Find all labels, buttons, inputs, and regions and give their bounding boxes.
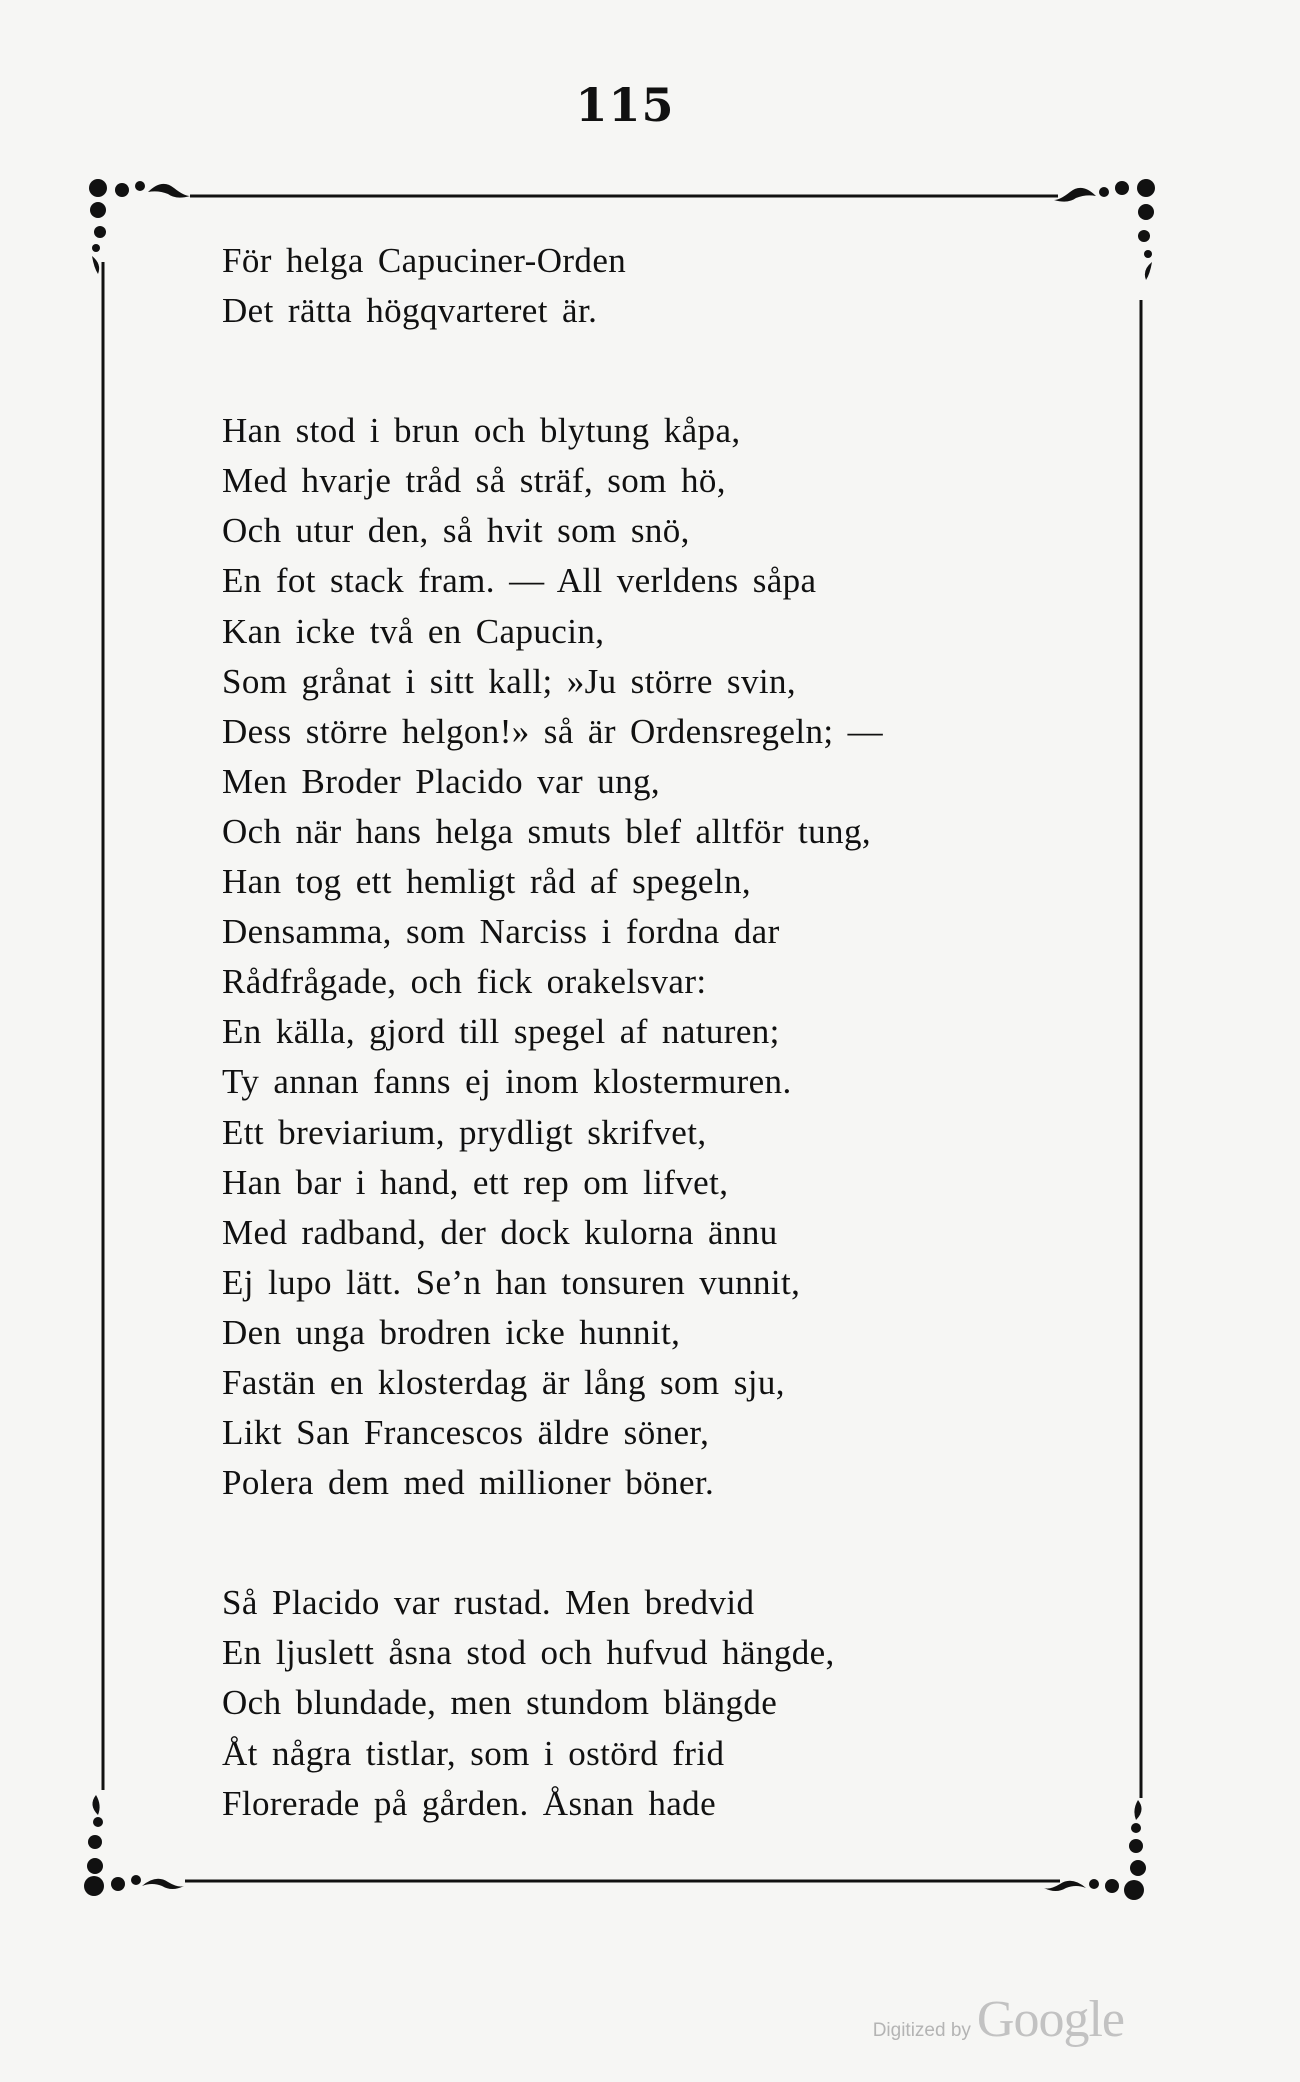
- google-logo: Google: [976, 1991, 1124, 2048]
- poem-line: Så Placido var rustad. Men bredvid: [222, 1583, 755, 1623]
- poem-line: Han stod i brun och blytung kåpa,: [222, 411, 741, 451]
- poem-line: Med radband, der dock kulorna ännu: [222, 1212, 778, 1252]
- stanza: [222, 406, 1102, 1508]
- poem-line: Det rätta högqvarteret är.: [222, 291, 598, 331]
- poem-line: Och när hans helga smuts blef alltför tung,: [222, 811, 871, 851]
- poem-line: Florerade på gården. Åsnan hade: [222, 1783, 717, 1823]
- poem-line: Men Broder Placido var ung,: [222, 761, 661, 801]
- poem-line: En ljuslett åsna stod och hufvud hängde,: [222, 1633, 835, 1673]
- poem-line: Med hvarje tråd så sträf, som hö,: [222, 461, 726, 501]
- poem-line: Han bar i hand, ett rep om lifvet,: [222, 1162, 729, 1202]
- poem-text: [222, 236, 1102, 1829]
- poem-line: Fastän en klosterdag är lång som sju,: [222, 1362, 785, 1402]
- poem-line: Ty annan fanns ej inom klostermuren.: [222, 1062, 792, 1102]
- poem-line: En källa, gjord till spegel af naturen;: [222, 1012, 780, 1052]
- poem-line: Likt San Francescos äldre söner,: [222, 1413, 710, 1453]
- poem-line: För helga Capuciner-Orden: [222, 241, 627, 280]
- poem-line: Åt några tistlar, som i ostörd frid: [222, 1733, 725, 1773]
- corner-ornament-top-left: [89, 179, 190, 274]
- poem-line: Ej lupo lätt. Se’n han tonsuren vunnit,: [222, 1262, 801, 1302]
- poem-line: Ett breviarium, prydligt skrifvet,: [222, 1112, 707, 1152]
- poem-line: En fot stack fram. — All verldens såpa: [222, 561, 817, 601]
- poem-line: Och blundade, men stundom blängde: [222, 1683, 778, 1723]
- poem-line: Som grånat i sitt kall; »Ju större svin,: [222, 661, 797, 701]
- digitized-by-label: Digitized by: [872, 2020, 971, 2041]
- stanza: [222, 1578, 1102, 1828]
- poem-line: Den unga brodren icke hunnit,: [222, 1312, 681, 1352]
- digitized-by-google-watermark: [873, 1990, 1124, 2049]
- poem-line: Kan icke två en Capucin,: [222, 611, 605, 651]
- poem-line: Rådfrågade, och fick orakelsvar:: [222, 962, 707, 1002]
- corner-ornament-bottom-left: [84, 1795, 184, 1896]
- stanza: [222, 236, 1102, 336]
- poem-line: Han tog ett hemligt råd af spegeln,: [222, 862, 751, 902]
- poem-line: Polera dem med millioner böner.: [222, 1463, 715, 1503]
- poem-line: Densamma, som Narciss i fordna dar: [222, 912, 780, 952]
- poem-line: Och utur den, så hvit som snö,: [222, 511, 690, 551]
- page-number: 115: [575, 78, 675, 132]
- poem-line: Dess större helgon!» så är Ordensregeln; —: [222, 711, 884, 751]
